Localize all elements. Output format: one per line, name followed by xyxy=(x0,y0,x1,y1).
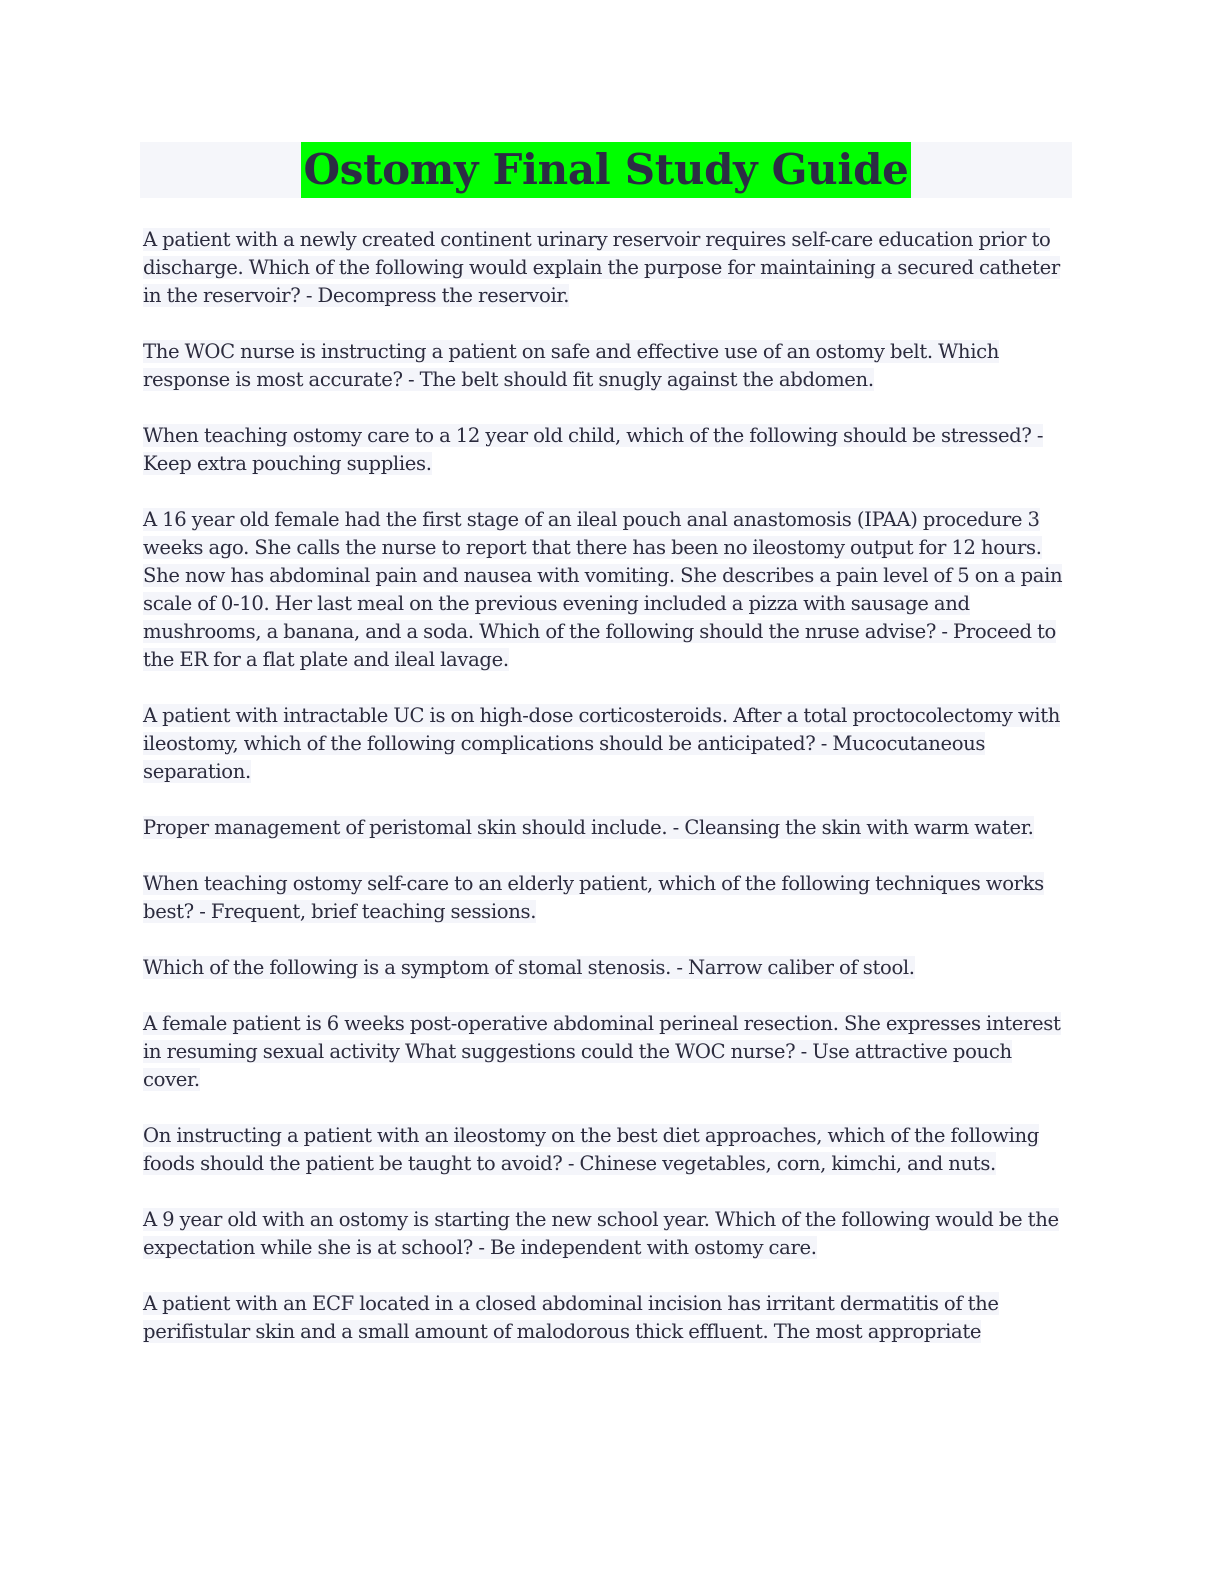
question-answer-2 xyxy=(143,338,1063,394)
question-answer-4 xyxy=(143,506,1063,674)
question-answer-text: When teaching ostomy care to a 12 year old child, which of the following should be stressed? - Keep extra pouching supplies. xyxy=(143,424,1044,475)
question-answer-text: On instructing a patient with an ileostomy on the best diet approaches, which of the following foods should the patient be taught to avoid? - Chinese vegetables, corn, kimchi, and nuts. xyxy=(143,1124,1039,1175)
page-title: Ostomy Final Study Guide xyxy=(301,142,910,198)
question-answer-3 xyxy=(143,422,1063,478)
question-answer-text: The WOC nurse is instructing a patient on safe and effective use of an ostomy belt. Which response is most accurate? - The belt should fit snugly against the abdomen. xyxy=(143,340,1000,391)
study-guide-content xyxy=(143,226,1063,1374)
question-answer-text: A female patient is 6 weeks post-operative abdominal perineal resection. She expresses interest in resuming sexual activity What suggestions could the WOC nurse? - Use attractive pouch cover. xyxy=(143,1012,1061,1091)
question-answer-9 xyxy=(143,1010,1063,1094)
question-answer-text: A patient with an ECF located in a closed abdominal incision has irritant dermatitis of the perifistular skin and a small amount of malodorous thick effluent. The most appropriate xyxy=(143,1292,999,1343)
question-answer-12 xyxy=(143,1290,1063,1346)
question-answer-8 xyxy=(143,954,1063,982)
question-answer-text: When teaching ostomy self-care to an elderly patient, which of the following techniques works best? - Frequent, brief teaching sessions. xyxy=(143,872,1044,923)
question-answer-10 xyxy=(143,1122,1063,1178)
question-answer-1 xyxy=(143,226,1063,310)
question-answer-text: A 16 year old female had the first stage of an ileal pouch anal anastomosis (IPAA) procedure 3 weeks ago. She calls the nurse to report that there has been no ileostomy output for 12 hours. She now has abdominal pain and nausea with vomiting. She describes a pain level of 5 on a pain scale of 0-10. Her last meal on the previous evening included a pizza with sausage and mushrooms, a banana, and a soda. Which of the following should the nruse advise? - Proceed to the ER for a flat plate and ileal lavage. xyxy=(143,508,1063,671)
question-answer-6 xyxy=(143,814,1063,842)
question-answer-7 xyxy=(143,870,1063,926)
title-band xyxy=(140,142,1072,198)
question-answer-text: Proper management of peristomal skin should include. - Cleansing the skin with warm water. xyxy=(143,816,1034,839)
question-answer-text: A 9 year old with an ostomy is starting the new school year. Which of the following would be the expectation while she is at school? - Be independent with ostomy care. xyxy=(143,1208,1059,1259)
question-answer-5 xyxy=(143,702,1063,786)
question-answer-text: A patient with intractable UC is on high-dose corticosteroids. After a total proctocolectomy with ileostomy, which of the following complications should be anticipated? - Mucocutaneous separation. xyxy=(143,704,1060,783)
question-answer-text: A patient with a newly created continent urinary reservoir requires self-care education prior to discharge. Which of the following would explain the purpose for maintaining a secured catheter in the reservoir? - Decompress the reservoir. xyxy=(143,228,1060,307)
question-answer-text: Which of the following is a symptom of stomal stenosis. - Narrow caliber of stool. xyxy=(143,956,915,979)
question-answer-11 xyxy=(143,1206,1063,1262)
